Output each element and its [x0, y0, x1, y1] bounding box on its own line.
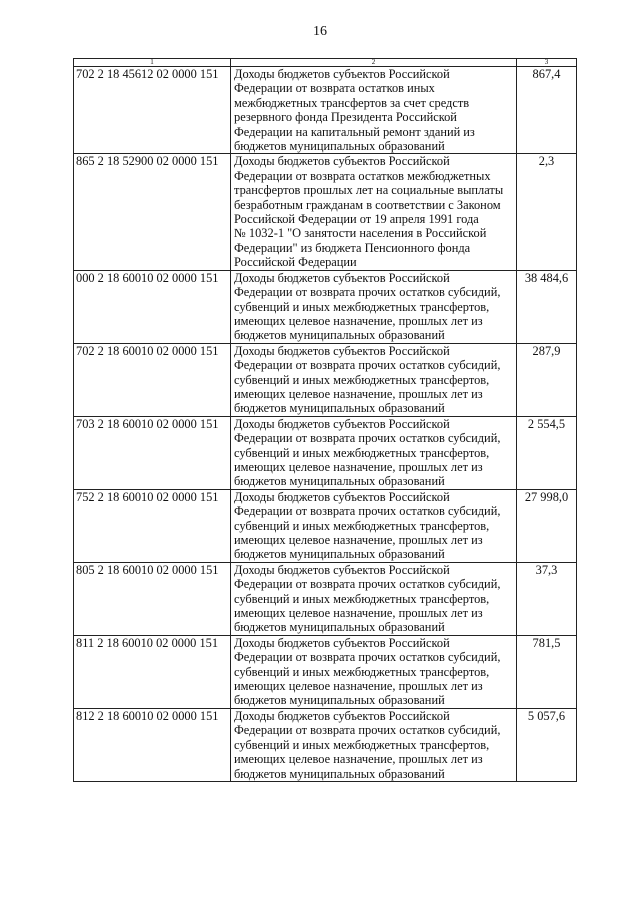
revenue-description: Доходы бюджетов субъектов Российской Федерации от возврата прочих остатков субсидий, субвенций и иных межбюджетных трансфертов, имеющих целевое назначение, прошлых лет из бюджетов муниципальных образований — [231, 562, 517, 635]
revenue-amount: 781,5 — [517, 635, 577, 708]
column-number-2: 2 — [231, 59, 517, 67]
budget-classification-code: 702 2 18 60010 02 0000 151 — [74, 343, 231, 416]
budget-revenue-table — [73, 58, 577, 782]
table-row — [74, 67, 577, 154]
table-row — [74, 343, 577, 416]
revenue-description: Доходы бюджетов субъектов Российской Федерации от возврата прочих остатков субсидий, субвенций и иных межбюджетных трансфертов, имеющих целевое назначение, прошлых лет из бюджетов муниципальных образований — [231, 416, 517, 489]
budget-classification-code: 703 2 18 60010 02 0000 151 — [74, 416, 231, 489]
budget-classification-code: 702 2 18 45612 02 0000 151 — [74, 67, 231, 154]
table-row — [74, 154, 577, 270]
budget-classification-code: 805 2 18 60010 02 0000 151 — [74, 562, 231, 635]
revenue-amount: 287,9 — [517, 343, 577, 416]
revenue-amount: 2 554,5 — [517, 416, 577, 489]
revenue-description: Доходы бюджетов субъектов Российской Федерации от возврата прочих остатков субсидий, субвенций и иных межбюджетных трансфертов, имеющих целевое назначение, прошлых лет из бюджетов муниципальных образований — [231, 489, 517, 562]
revenue-description: Доходы бюджетов субъектов Российской Федерации от возврата остатков межбюджетных трансфертов прошлых лет на социальные выплаты безработным гражданам в соответствии с Законом Российской Федерации от 19 апреля 1991 года № 1032-1 "О занятости населения в Российской Федерации" из бюджета Пенсионного фонда Российской Федерации — [231, 154, 517, 270]
budget-classification-code: 752 2 18 60010 02 0000 151 — [74, 489, 231, 562]
budget-classification-code: 000 2 18 60010 02 0000 151 — [74, 270, 231, 343]
revenue-amount: 867,4 — [517, 67, 577, 154]
revenue-amount: 5 057,6 — [517, 708, 577, 781]
revenue-description: Доходы бюджетов субъектов Российской Федерации от возврата прочих остатков субсидий, субвенций и иных межбюджетных трансфертов, имеющих целевое назначение, прошлых лет из бюджетов муниципальных образований — [231, 343, 517, 416]
page-number: 16 — [313, 24, 327, 39]
table-row — [74, 270, 577, 343]
table-row — [74, 635, 577, 708]
budget-classification-code: 811 2 18 60010 02 0000 151 — [74, 635, 231, 708]
table-row — [74, 416, 577, 489]
column-number-1: 1 — [74, 59, 231, 67]
revenue-amount: 2,3 — [517, 154, 577, 270]
budget-classification-code: 812 2 18 60010 02 0000 151 — [74, 708, 231, 781]
revenue-description: Доходы бюджетов субъектов Российской Федерации от возврата прочих остатков субсидий, субвенций и иных межбюджетных трансфертов, имеющих целевое назначение, прошлых лет из бюджетов муниципальных образований — [231, 270, 517, 343]
table-row — [74, 708, 577, 781]
budget-classification-code: 865 2 18 52900 02 0000 151 — [74, 154, 231, 270]
revenue-description: Доходы бюджетов субъектов Российской Федерации от возврата прочих остатков субсидий, субвенций и иных межбюджетных трансфертов, имеющих целевое назначение, прошлых лет из бюджетов муниципальных образований — [231, 635, 517, 708]
revenue-description: Доходы бюджетов субъектов Российской Федерации от возврата остатков иных межбюджетных трансфертов за счет средств резервного фонда Президента Российской Федерации на капитальный ремонт зданий из бюджетов муниципальных образований — [231, 67, 517, 154]
column-number-header-row — [74, 59, 577, 67]
revenue-amount: 37,3 — [517, 562, 577, 635]
column-number-3: 3 — [517, 59, 577, 67]
revenue-amount: 38 484,6 — [517, 270, 577, 343]
revenue-amount: 27 998,0 — [517, 489, 577, 562]
revenue-description: Доходы бюджетов субъектов Российской Федерации от возврата прочих остатков субсидий, субвенций и иных межбюджетных трансфертов, имеющих целевое назначение, прошлых лет из бюджетов муниципальных образований — [231, 708, 517, 781]
table-row — [74, 489, 577, 562]
table-row — [74, 562, 577, 635]
